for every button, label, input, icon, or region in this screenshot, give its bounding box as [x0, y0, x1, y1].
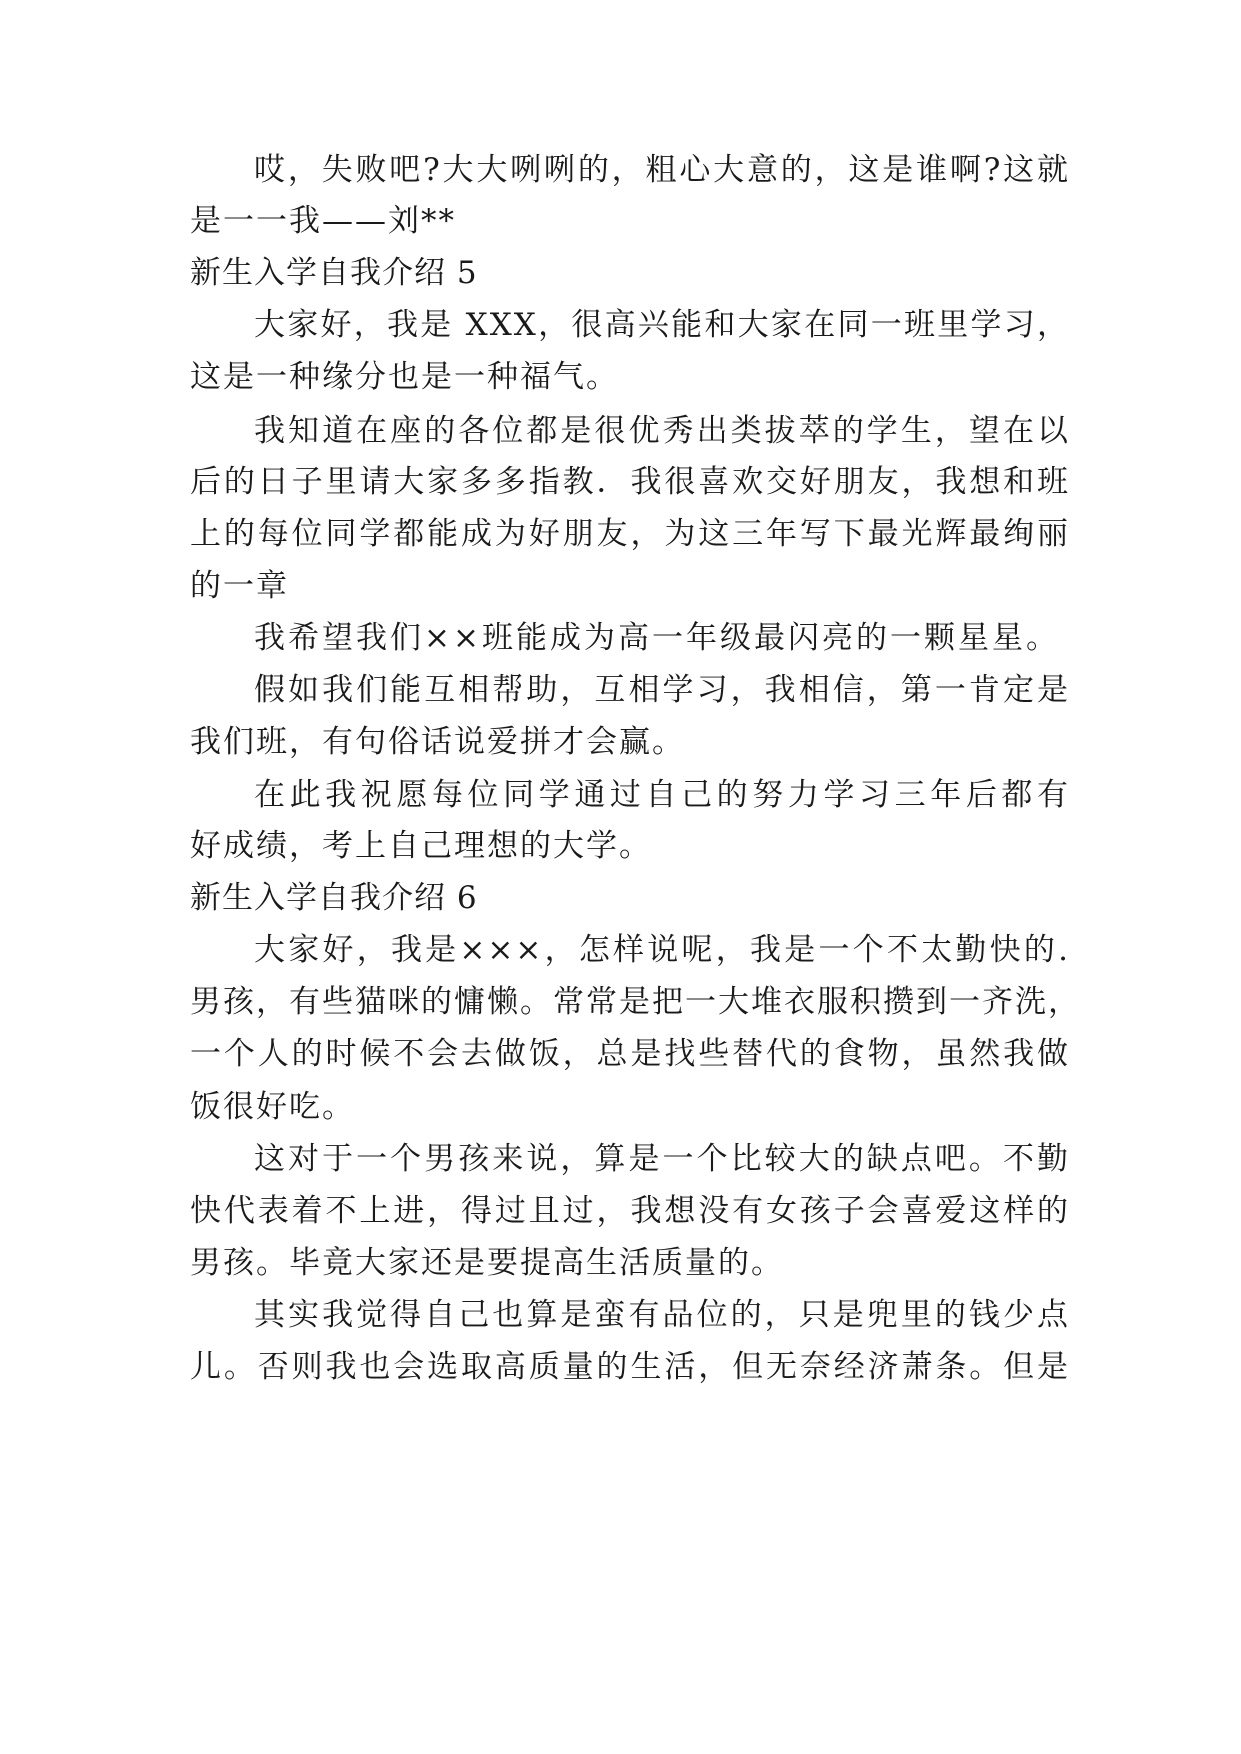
section-heading: 新生入学自我介绍 5: [190, 255, 478, 291]
paragraph-line: 假如我们能互相帮助，互相学习，我相信，第一肯定是: [254, 672, 1070, 708]
paragraph-line: 上的每位同学都能成为好朋友，为这三年写下最光辉最绚丽: [190, 516, 1070, 552]
paragraph-line: 我知道在座的各位都是很优秀出类拔萃的学生，望在以: [254, 413, 1070, 449]
paragraph-line: 我希望我们××班能成为高一年级最闪亮的一颗星星。: [254, 620, 1060, 656]
paragraph-line: 大家好，我是 XXX，很高兴能和大家在同一班里学习，: [254, 307, 1070, 343]
paragraph-line: 我们班，有句俗话说爱拼才会赢。: [190, 724, 685, 760]
paragraph-line: 这对于一个男孩来说，算是一个比较大的缺点吧。不勤: [254, 1141, 1070, 1177]
paragraph-line: 好成绩，考上自己理想的大学。: [190, 828, 652, 864]
paragraph-line: 快代表着不上进，得过且过，我想没有女孩子会喜爱这样的: [190, 1193, 1070, 1229]
paragraph-line: 其实我觉得自己也算是蛮有品位的，只是兜里的钱少点: [254, 1297, 1070, 1333]
paragraph-line: 男孩，有些猫咪的慵懒。常常是把一大堆衣服积攒到一齐洗，: [190, 984, 1081, 1020]
paragraph-line: 一个人的时候不会去做饭，总是找些替代的食物，虽然我做: [190, 1036, 1070, 1072]
paragraph-line: 这是一种缘分也是一种福气。: [190, 359, 619, 395]
paragraph-line: 饭很好吃。: [190, 1089, 355, 1125]
paragraph-line: 后的日子里请大家多多指教．我很喜欢交好朋友，我想和班: [190, 464, 1070, 500]
paragraph-line: 的一章: [190, 568, 289, 604]
paragraph-line: 是一一我——刘**: [190, 203, 456, 239]
section-heading: 新生入学自我介绍 6: [190, 880, 478, 916]
paragraph-line: 在此我祝愿每位同学通过自己的努力学习三年后都有: [254, 777, 1070, 813]
paragraph-line: 儿。否则我也会选取高质量的生活，但无奈经济萧条。但是: [190, 1349, 1070, 1385]
paragraph-line: 哎，失败吧?大大咧咧的，粗心大意的，这是谁啊?这就: [254, 152, 1070, 188]
paragraph-line: 大家好，我是×××，怎样说呢，我是一个不太勤快的.: [254, 932, 1070, 968]
paragraph-line: 男孩。毕竟大家还是要提高生活质量的。: [190, 1245, 784, 1281]
